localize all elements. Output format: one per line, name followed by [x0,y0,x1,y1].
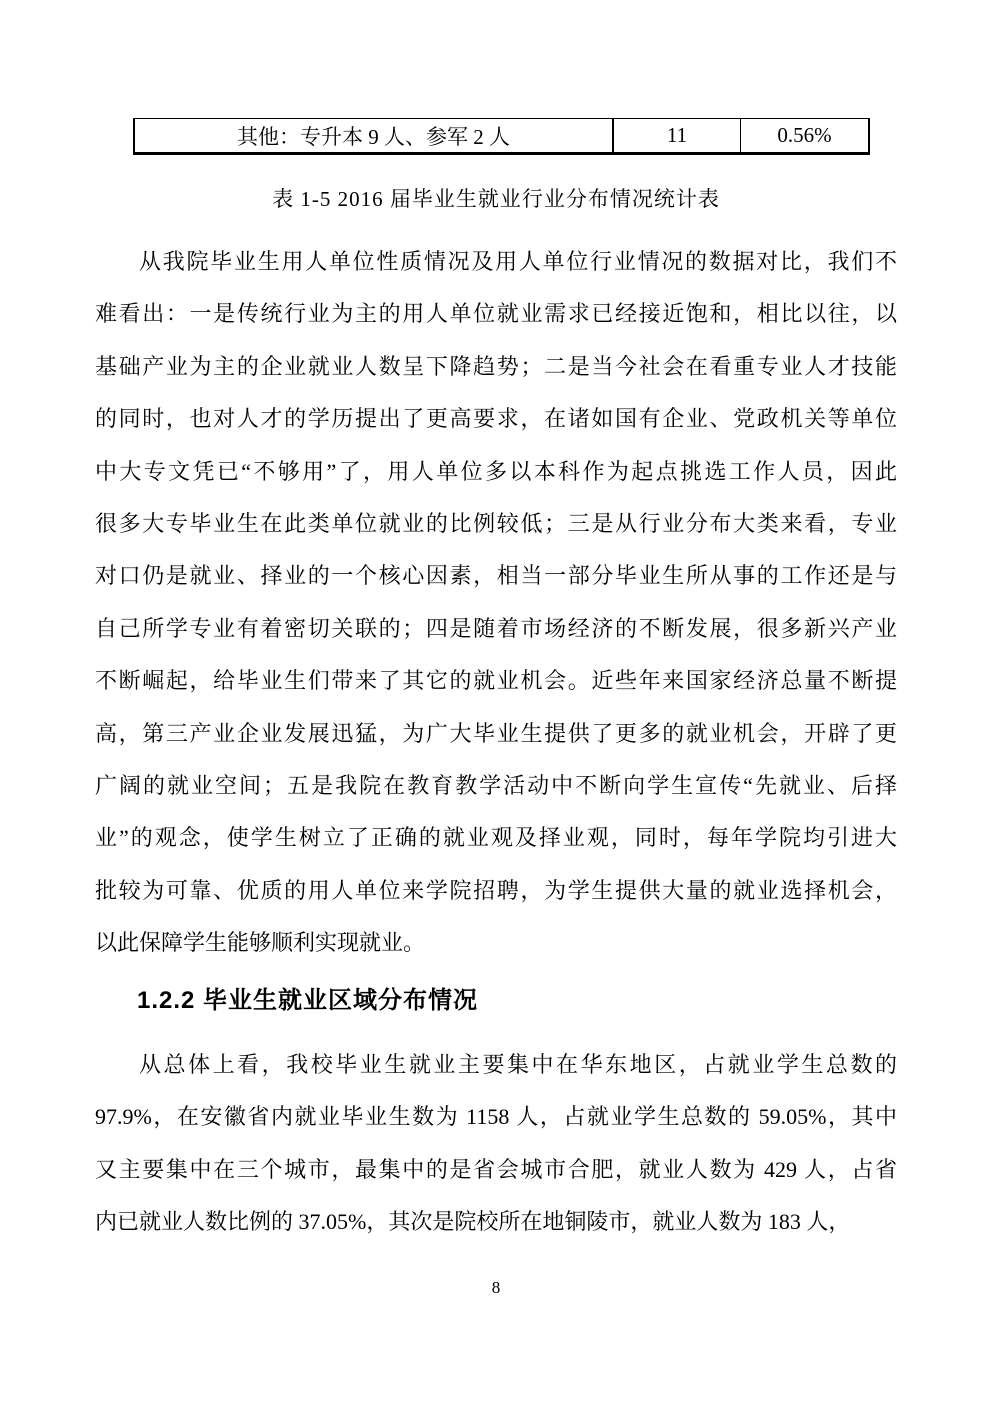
table-cell-category: 其他：专升本 9 人、参军 2 人 [134,119,613,154]
text-line: 不断崛起，给毕业生们带来了其它的就业机会。近些年来国家经济总量不断提 [95,668,897,694]
table-cell-count: 11 [613,119,741,154]
section-heading: 1.2.2 毕业生就业区域分布情况 [137,987,479,1014]
table-row [134,119,869,154]
text-line: 97.9%，在安徽省内就业毕业生数为 1158 人，占就业学生总数的 59.05%，其中 [95,1104,897,1130]
text-line: 批较为可靠、优质的用人单位来学院招聘，为学生提供大量的就业选择机会， [95,877,897,903]
text-line: 中大专文凭已“不够用”了，用人单位多以本科作为起点挑选工作人员，因此 [95,458,897,484]
text-line: 对口仍是就业、择业的一个核心因素，相当一部分毕业生所从事的工作还是与 [95,563,897,589]
text-line: 很多大专毕业生在此类单位就业的比例较低；三是从行业分布大类来看，专业 [95,510,897,536]
text-line: 的同时，也对人才的学历提出了更高要求，在诸如国有企业、党政机关等单位 [95,406,897,432]
text-line: 又主要集中在三个城市，最集中的是省会城市合肥，就业人数为 429 人，占省 [95,1156,897,1182]
table-cell-percent: 0.56% [777,123,832,147]
text-line: 高，第三产业企业发展迅猛，为广大毕业生提供了更多的就业机会，开辟了更 [95,720,897,746]
text-line: 自己所学专业有着密切关联的；四是随着市场经济的不断发展，很多新兴产业 [95,615,897,641]
page-number: 8 [491,1278,501,1297]
paragraph-employment-analysis [95,236,897,969]
text-line: 从总体上看，我校毕业生就业主要集中在华东地区，占就业学生总数的 [139,1052,897,1077]
paragraph-region-distribution [95,1039,897,1249]
text-line: 基础产业为主的企业就业人数呈下降趋势；二是当今社会在看重专业人才技能 [95,353,897,379]
text-line: 内已就业人数比例的 37.05%，其次是院校所在地铜陵市，就业人数为 183 人， [95,1209,851,1235]
table-caption: 表 1-5 2016 届毕业生就业行业分布情况统计表 [272,187,720,211]
text-line: 广阔的就业空间；五是我院在教育教学活动中不断向学生宣传“先就业、后择 [95,772,897,798]
text-line: 以此保障学生能够顺利实现就业。 [95,930,426,956]
text-line: 难看出：一是传统行业为主的用人单位就业需求已经接近饱和，相比以往，以 [95,301,897,327]
text-line: 业”的观念，使学生树立了正确的就业观及择业观，同时，每年学院均引进大 [95,825,897,851]
industry-distribution-table [133,118,870,155]
text-line: 从我院毕业生用人单位性质情况及用人单位行业情况的数据对比，我们不 [139,249,897,274]
